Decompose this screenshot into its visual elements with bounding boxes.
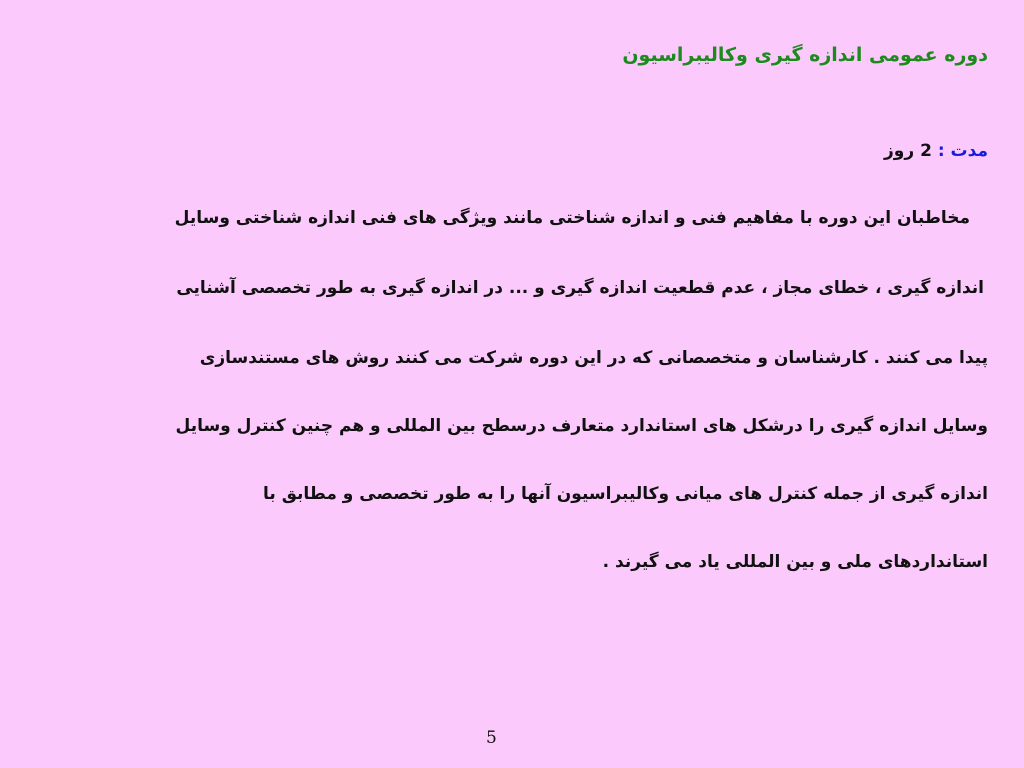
body-line-2: اندازه گیری ، خطای مجاز ، عدم قطعیت اندازه گیری و ... در اندازه گیری به طور تخصصی آشنایی — [176, 278, 984, 298]
duration-value: 2 روز — [884, 141, 932, 161]
body-line-1: مخاطبان این دوره با مفاهیم فنی و اندازه شناختی مانند ویژگی های فنی اندازه شناختی وسایل — [174, 208, 970, 228]
body-line-3: پیدا می کنند . کارشناسان و متخصصانی که در این دوره شرکت می کنند روش های مستندسازی — [199, 348, 988, 368]
body-line-6: استانداردهای ملی و بین المللی یاد می گیرند . — [602, 552, 988, 572]
body-line-4: وسایل اندازه گیری را درشکل های استاندارد متعارف درسطح بین المللی و هم چنین کنترل وسایل — [175, 416, 988, 436]
duration-line — [884, 141, 988, 161]
page-number: 5 — [486, 728, 497, 748]
duration-label: مدت : — [937, 141, 988, 161]
body-line-5: اندازه گیری از جمله کنترل های میانی وکالیبراسیون آنها را به طور تخصصی و مطابق با — [263, 484, 988, 504]
slide-title: دوره عمومی اندازه گیری وکالیبراسیون — [622, 44, 988, 66]
